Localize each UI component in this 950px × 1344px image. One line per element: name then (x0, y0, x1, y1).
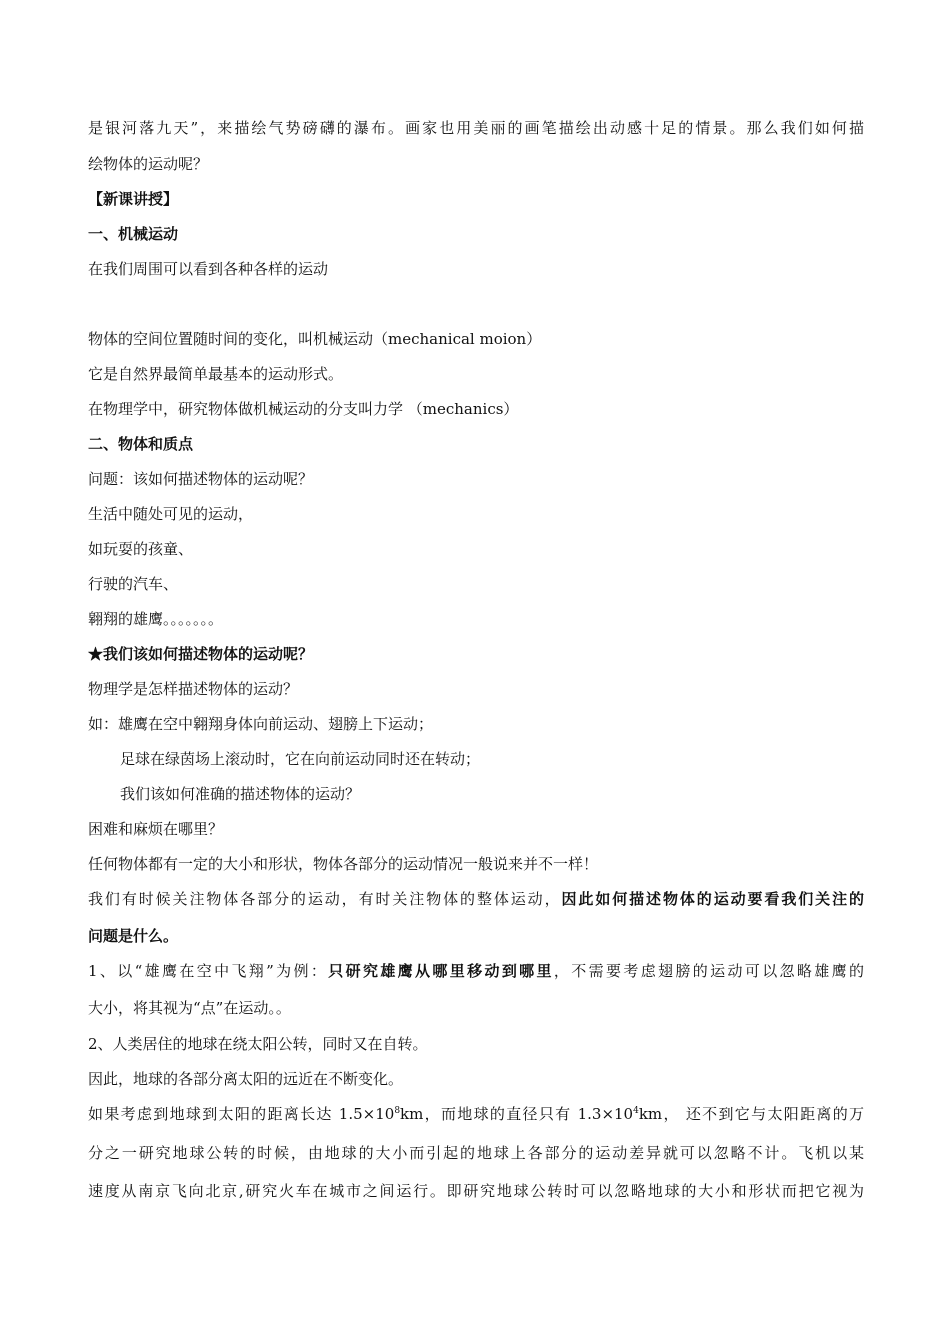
paragraph: 翱翔的雄鹰。。。。。。。 (88, 610, 224, 628)
paragraph: 问题：该如何描述物体的运动呢？ (88, 470, 314, 488)
paragraph: 生活中随处可见的运动， (88, 505, 254, 523)
section-1-title: 一、机械运动 (88, 225, 179, 243)
paragraph: 行驶的汽车、 (88, 575, 179, 593)
paragraph: 足球在绿茵场上滚动时，它在向前运动同时还在转动； (120, 750, 481, 768)
text-run: 如果考虑到地球到太阳的距离长达 1.5×10 (88, 1105, 395, 1123)
text-run: 我们有时候关注物体各部分的运动，有时关注物体的整体运动， (88, 890, 562, 908)
paragraph: 物理学是怎样描述物体的运动？ (88, 680, 299, 698)
paragraph: 分之一研究地球公转的时候，由地球的大小而引起的地球上各部分的运动差异就可以忽略不计。飞机以某 (88, 1144, 864, 1162)
text-run: 1、以“雄鹰在空中飞翔”为例： (88, 962, 329, 980)
paragraph: 它是自然界最简单最基本的运动形式。 (88, 365, 344, 383)
paragraph: 困难和麻烦在哪里？ (88, 820, 224, 838)
paragraph: 物体的空间位置随时间的变化，叫机械运动（mechanical moion） (88, 330, 542, 348)
text-run: ，不需要考虑翅膀的运动可以忽略雄鹰的 (553, 962, 864, 980)
paragraph-mixed (88, 889, 864, 909)
intro-line-1: 是银河落九天”，来描绘气势磅礴的瀑布。画家也用美丽的画笔描绘出动感十足的情景。那么我们如何描 (88, 119, 864, 137)
section-header: 【新课讲授】 (88, 190, 179, 208)
paragraph: 任何物体都有一定的大小和形状，物体各部分的运动情况一般说来并不一样！ (88, 855, 599, 873)
exponent: 8 (394, 1106, 401, 1116)
star-question: ★我们该如何描述物体的运动呢？ (88, 645, 314, 663)
section-2-title: 二、物体和质点 (88, 435, 194, 453)
intro-line-2: 绘物体的运动呢？ (88, 155, 209, 173)
paragraph: 如玩耍的孩童、 (88, 540, 194, 558)
paragraph: 在物理学中，研究物体做机械运动的分支叫力学 （mechanics） (88, 400, 519, 418)
text-run: km， 还不到它与太阳距离的万 (638, 1105, 865, 1123)
paragraph: 因此，地球的各部分离太阳的远近在不断变化。 (88, 1070, 404, 1088)
bold-run: 只研究雄鹰从哪里移动到哪里 (328, 962, 554, 980)
text-run: km，而地球的直径只有 1.3×10 (400, 1105, 634, 1123)
paragraph: 我们该如何准确的描述物体的运动？ (120, 785, 361, 803)
paragraph: 问题是什么。 (88, 927, 179, 945)
paragraph: 在我们周围可以看到各种各样的运动 (88, 260, 329, 278)
distance-paragraph (88, 1104, 864, 1124)
bold-run: 因此如何描述物体的运动要看我们关注的 (561, 890, 864, 908)
paragraph: 大小，将其视为“点”在运动。。 (88, 999, 291, 1017)
example-2: 2、人类居住的地球在绕太阳公转，同时又在自转。 (88, 1035, 428, 1053)
paragraph: 如：雄鹰在空中翱翔身体向前运动、翅膀上下运动； (88, 715, 434, 733)
exponent: 4 (633, 1106, 639, 1116)
example-1 (88, 961, 864, 981)
paragraph: 速度从南京飞向北京,研究火车在城市之间运行。即研究地球公转时可以忽略地球的大小和形状而把它视为 (88, 1182, 864, 1200)
